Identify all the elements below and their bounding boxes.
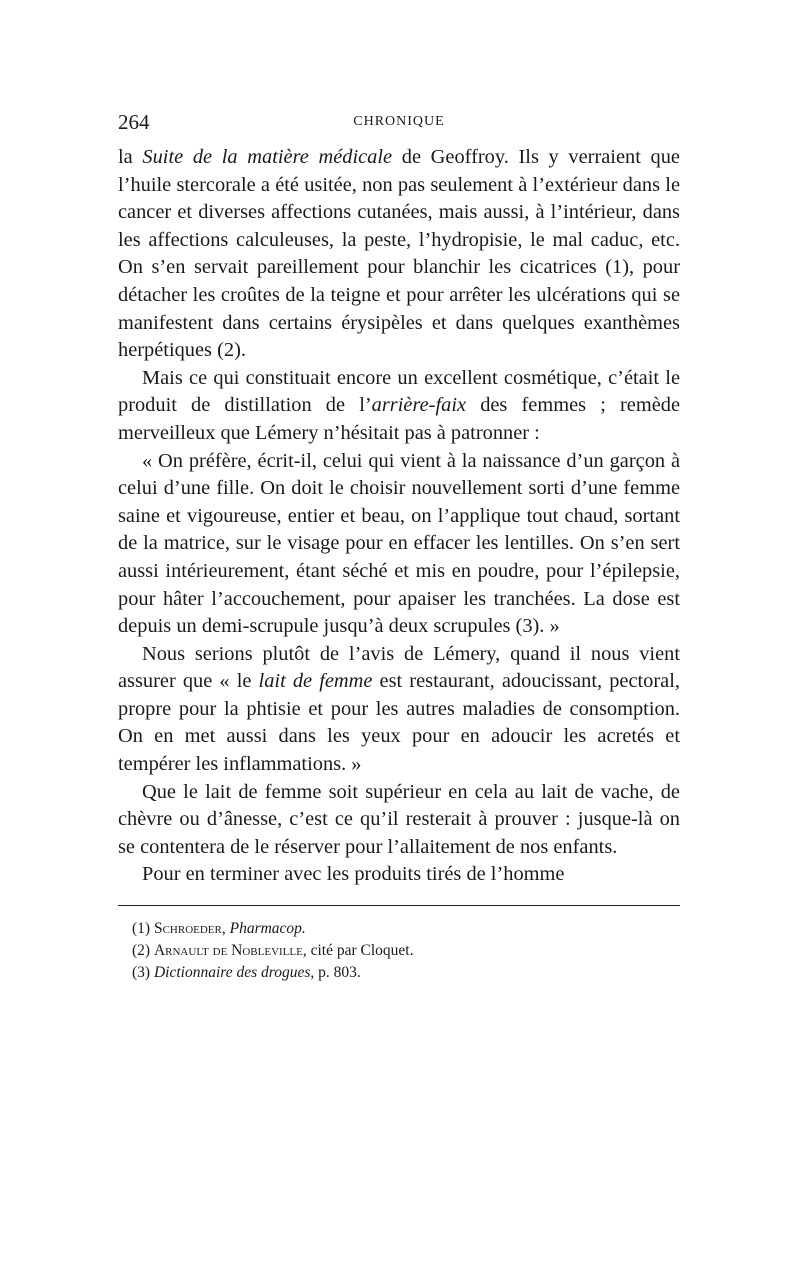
footnote [132,962,680,984]
italic-text: Dictionnaire des drogues [153,964,311,982]
author-name: Schroeder [153,920,222,938]
text-run: Nous serions plutôt de l’avis de Lémery, quand il nous vient assurer que « le [118,642,680,693]
text-run: « On préfère, écrit-il, celui qui vient à la naissance d’un garçon à celui d’une fille. On doit le choisir nouvellement sorti d’une femme saine et vigoureuse, entier et beau, on l’applique tout chaud, sortant de la matrice, sur le visage pour en effacer les lentilles. On s’en sert aussi intérieurement, étant séché et mis en poudre, pour l’épilepsie, pour hâter l’accouchement, pour apaiser les tranchées. La dose est depuis un demi-scrupule jusqu’à deux scrupules (3). » [118,449,680,638]
text-run: , [221,920,230,938]
text-run: (2) [132,942,154,960]
text-run: est restaurant, adoucissant, pectoral, propre pour la phtisie et pour les autres maladies de consomption. On en met aussi dans les yeux pour en adoucir les acretés et tempérer les inflammations. » [118,670,680,776]
page-number: 264 [118,110,150,134]
text-run: de Geoffroy. Ils y verraient que l’huile stercorale a été usitée, non pas seulement à l’extérieur dans le cancer et diverses affections cutanées, mais aussi, à l’intérieur, dans les affections calculeuses, la peste, l’hydropisie, le mal caduc, etc. On s’en servait pareillement pour blanchir les cicatrices (1), pour détacher les croûtes de la teigne et pour arrêter les ulcérations qui se manifestent dans certains érysipèles et dans quelques exanthèmes herpétiques (2). [118,146,680,362]
italic-text: Suite de la matière médicale [142,146,393,168]
text-run: , cité par Cloquet. [302,942,414,960]
text-run: , p. 803. [310,964,361,982]
footnote [132,940,680,962]
italic-text: lait de femme [258,670,373,693]
book-page [118,110,680,984]
footnote [132,918,680,940]
page-header [118,110,680,144]
paragraph [118,861,680,889]
text-run: la [118,146,143,168]
text-run: (1) [132,920,154,938]
body-text [118,144,680,889]
text-run: Pour en terminer avec les produits tirés de l’homme [142,863,565,886]
text-run: (3) [132,964,154,982]
paragraph [118,365,680,448]
paragraph [118,144,680,365]
text-run: Mais ce qui constituait encore un excellent cosmétique, c’était le produit de distillation de l’ [118,366,680,417]
italic-text: Pharmacop. [229,920,306,938]
footnotes [118,918,680,984]
running-title: CHRONIQUE [353,114,445,129]
paragraph [118,779,680,862]
paragraph [118,641,680,779]
author-name: Arnault de Nobleville [153,942,303,960]
italic-text: arrière-faix [371,394,467,417]
text-run: Que le lait de femme soit supérieur en cela au lait de vache, de chèvre ou d’ânesse, c’est ce qu’il resterait à prouver : jusque-là on se contentera de le réserver pour l’allaitement de nos enfants. [118,780,680,858]
paragraph [118,448,680,641]
text-run: des femmes ; remède merveilleux que Lémery n’hésitait pas à patronner : [118,394,681,444]
footnote-rule [118,905,680,906]
